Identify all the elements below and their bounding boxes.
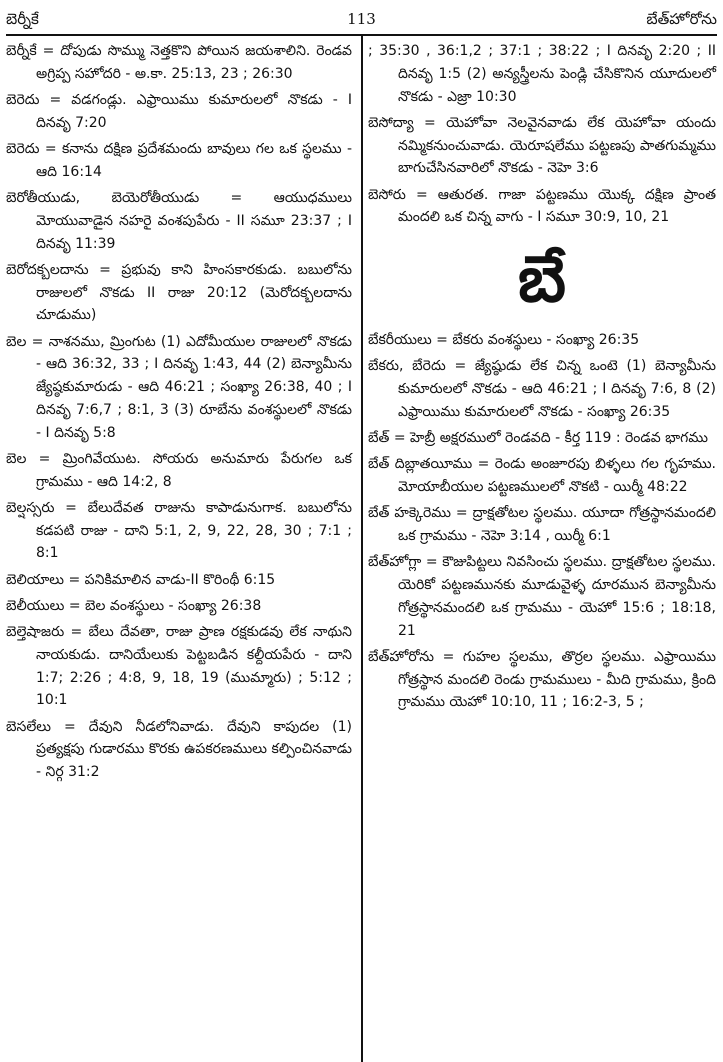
header-right-guideword: బేత్‌హోరోను — [646, 10, 717, 28]
page-number: 113 — [347, 10, 376, 28]
column-divider — [361, 36, 363, 1062]
section-letter-heading: బే — [518, 242, 566, 318]
dictionary-entry: బెలీయులు = బెల వంశస్థులు - సంఖ్యా 26:38 — [6, 597, 262, 614]
dictionary-entry: బెసోరు = ఆతురత. గాజా పట్టణము యొక్క దక్షిణ ప్రాంత మందలి ఒక చిన్న వాగు - I సమూ 30:9, 10, 21 — [368, 186, 716, 226]
dictionary-entry: ; 35:30 , 36:1,2 ; 37:1 ; 38:22 ; I దినవృ 2:20 ; II దినవృ 1:5 (2) అన్యస్త్రీలను పెండ్లి చేసికొనిన యూదులలో నొకడు - ఎజ్రా 10:30 — [368, 43, 716, 105]
dictionary-entry: బెల = నాశనము, మ్రింగుట (1) ఎదోమీయుల రాజులలో నొకడు - ఆది 36:32, 33 ; I దినవృ 1:43, 44 (2) బెన్యామీను జ్యేష్ఠకుమారుడు - ఆది 46:21 ; సంఖ్యా 26:38, 40 ; I దినవృ 7:6,7 ; 8:1, 3 (3) రూబేను వంశస్థులలో నొకడు - I దినవృ 5:8 — [6, 333, 352, 441]
dictionary-entry: బెరెదు = కనాను దక్షిణ ప్రదేశమందు బావులు గల ఒక స్థలము - ఆది 16:14 — [6, 140, 352, 180]
left-column — [6, 40, 352, 787]
right-column — [368, 40, 716, 718]
dictionary-entry: బేత్ దిబ్లాతయీము = రెండు అంజూరపు బిళ్ళలు గల గృహము. మోయాబీయుల పట్టణములలో నొకటి - యిర్మీ 48:22 — [368, 456, 716, 496]
dictionary-entry: బెల్తెషాజరు = బేలు దేవతా, రాజు ప్రాణ రక్షకుడవు లేక నాథుని నాయకుడు. దానియేలుకు పెట్టబడిన కల్దీయపేరు - దాని 1:7; 2:26 ; 4:8, 9, 18, 19 (ముమ్మారు) ; 5:12 ; 10:1 — [6, 624, 352, 709]
dictionary-entry: బెరోతీయుడు, బెయెరోతీయుడు = ఆయుధములు మోయువాడైన నహరై వంశపుపేరు - II సమూ 23:37 ; I దినవృ 11:39 — [6, 189, 352, 252]
dictionary-entry: బేత్‌హోరోను = గుహల స్థలము, తొర్రల స్థలము. ఎఫ్రాయిము గోత్రస్థాన మందలి రెండు గ్రామములు - మీది గ్రామము, క్రింది గ్రామము యెహో 10:10, 11 ; 16:2-3, 5 ; — [368, 648, 716, 711]
dictionary-entry: బేకరీయులు = బేకరు వంశస్థులు - సంఖ్యా 26:35 — [368, 332, 640, 349]
dictionary-entry: బెరెదు = వడగండ్లు. ఎఫ్రాయిము కుమారులలో నొకడు - I దినవృ 7:20 — [6, 91, 352, 131]
dictionary-entry: బెరోదక్బలదాను = ప్రభువు కాని హింసకారకుడు. బబులోను రాజులలో నొకడు II రాజు 20:12 (మెరోదక్బలదాను చూడుము) — [6, 261, 352, 324]
dictionary-entry: బేత్ = హెబ్రీ అక్షరములో రెండవది - కీర్త 119 : రెండవ భాగము — [368, 430, 708, 447]
dictionary-entry: బేత్‌హోగ్లా = కౌజుపిట్టలు నివసించు స్థలము. ద్రాక్షతోటల స్థలము. యెరికో పట్టణమునకు మూడువైళ్ళ దూరమున బెన్యామీను గోత్రస్థానమందలి ఒక గ్రామము - యెహో 15:6 ; 18:18, 21 — [368, 554, 716, 639]
header-left-guideword: బెర్నీకే — [6, 10, 39, 28]
dictionary-entry: బేత్ హక్కెరెము = ద్రాక్షతోటల స్థలము. యూదా గోత్రస్థానమందలి ఒక గ్రామము - నెహె 3:14 , యిర్మీ 6:1 — [368, 505, 716, 545]
dictionary-entry: బెసలేలు = దేవుని నీడలోనివాడు. దేవుని కాపుదల (1) ప్రత్యక్షపు గుడారము కొరకు ఉపకరణములు కల్పించినవాడు - నిర్గ 31:2 — [6, 718, 352, 781]
dictionary-entry: బెలియాలు = పనికిమాలిన వాడు-II కొరింథీ 6:15 — [6, 571, 276, 588]
dictionary-entry: బెసోద్యా = యెహోవా నెలవైనవాడు లేక యెహోవా యందు నమ్మికనుంచువాడు. యెరూషలేము పట్టణపు పాతగుమ్మము బాగుచేసినవారిలో నొకడు - నెహె 3:6 — [368, 114, 716, 177]
dictionary-entry: బేకరు, బేరెదు = జ్యేష్ఠుడు లేక చిన్న ఒంటె (1) బెన్యామీను కుమారులలో నొకడు - ఆది 46:21 ; I దినవృ 7:6, 8 (2) ఎఫ్రాయిము కుమారులలో నొకడు - సంఖ్యా 26:35 — [368, 358, 716, 420]
dictionary-entry: బెర్నీకే = దోపుడు సొమ్ము నెత్తకొని పోయిన జయశాలిని. రెండవ అగ్రిప్ప సహోదరి - అ.కా. 25:13, 23 ; 26:30 — [6, 43, 352, 82]
dictionary-entry: బెల = మ్రింగివేయుట. సోయరు అనుమారు పేరుగల ఒక గ్రామము - ఆది 14:2, 8 — [6, 450, 352, 490]
page-header — [6, 6, 717, 32]
dictionary-entry: బెల్షస్సరు = బేలుదేవత రాజును కాపాడునుగాక. బబులోను కడపటి రాజు - దాని 5:1, 2, 9, 22, 28, 30 ; 7:1 ; 8:1 — [6, 499, 352, 562]
